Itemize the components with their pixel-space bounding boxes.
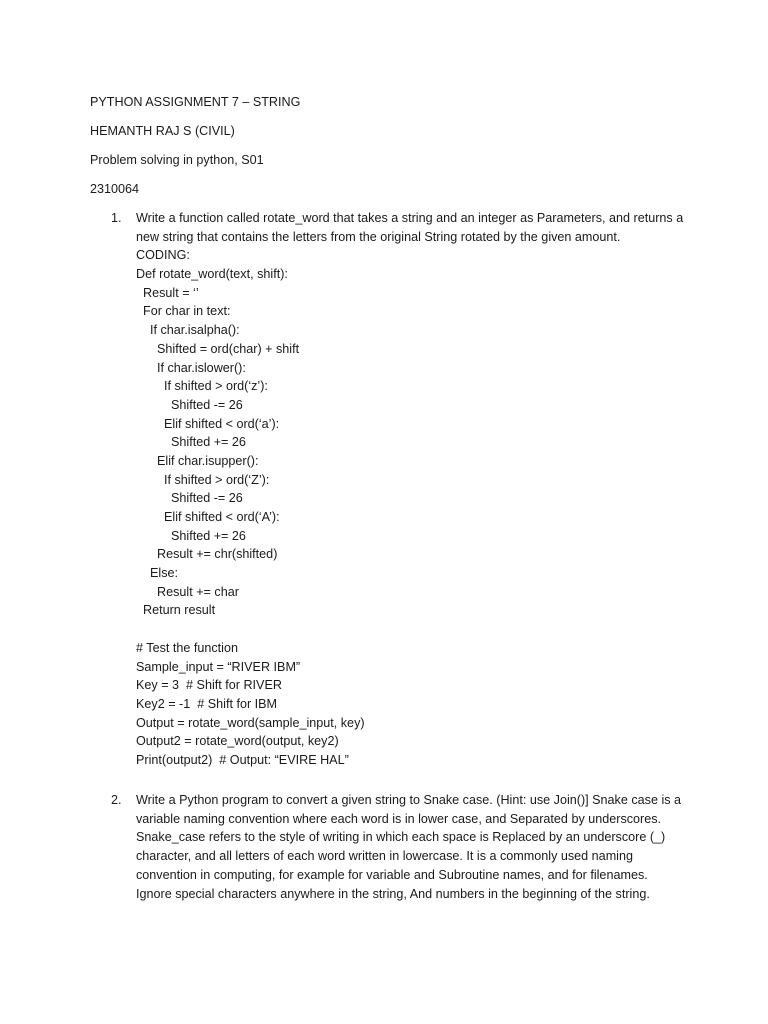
code-line: If shifted > ord(‘Z’):	[136, 472, 270, 487]
code-line	[136, 620, 684, 639]
code-line: If char.isalpha():	[136, 323, 240, 338]
author-line: HEMANTH RAJ S (CIVIL)	[90, 124, 235, 138]
question-1-number: 1.	[111, 211, 122, 225]
code-line: Elif char.isupper():	[136, 453, 259, 468]
code-line: CODING:	[136, 248, 190, 263]
code-line: # Test the function	[136, 640, 238, 655]
code-line: Return result	[136, 603, 216, 618]
code-line: Result = ‘’	[136, 285, 199, 300]
code-line: Else:	[136, 566, 178, 581]
code-line: Result += char	[136, 584, 239, 599]
code-line: Shifted = ord(char) + shift	[136, 341, 300, 356]
code-line: Shifted -= 26	[136, 491, 243, 506]
roll-number: 2310064	[90, 182, 140, 196]
code-line: Def rotate_word(text, shift):	[136, 267, 288, 282]
code-line: Sample_input = “RIVER IBM”	[136, 659, 301, 674]
code-line: Output = rotate_word(sample_input, key)	[136, 715, 365, 730]
code-line: Shifted += 26	[136, 435, 246, 450]
code-line: Key2 = -1 # Shift for IBM	[136, 696, 278, 711]
code-line: If shifted > ord(‘z’):	[136, 379, 268, 394]
code-line: Elif shifted < ord(‘A’):	[136, 510, 280, 525]
question-1	[136, 209, 684, 770]
question-1-text: Write a function called rotate_word that takes a string and an integer as Parameters, and returns a new string that contains the letters from the original String rotated by the given amount.	[136, 211, 684, 244]
question-2-number: 2.	[111, 793, 122, 807]
code-line: Shifted -= 26	[136, 397, 243, 412]
question-2	[136, 791, 684, 903]
course-line: Problem solving in python, S01	[90, 153, 264, 167]
assignment-title: PYTHON ASSIGNMENT 7 – STRING	[90, 95, 301, 109]
code-line: Print(output2) # Output: “EVIRE HAL”	[136, 752, 349, 767]
question-2-text: Write a Python program to convert a given string to Snake case. (Hint: use Join()] Snake case is a variable naming convention where each word is in lower case, and Separated by underscores. Snake_case refers to the style of writing in which each space is Replaced by an underscore (_) character, and all letters of each word written in lowercase. It is a commonly used naming convention in computing, for example for variable and Subroutine names, and for filenames. Ignore special characters anywhere in the string, And numbers in the beginning of the string.	[136, 793, 682, 901]
code-line: Elif shifted < ord(‘a’):	[136, 416, 280, 431]
code-line: Output2 = rotate_word(output, key2)	[136, 734, 339, 749]
code-line: If char.islower():	[136, 360, 246, 375]
question-1-code	[136, 246, 684, 769]
code-line: Result += chr(shifted)	[136, 547, 278, 562]
code-line: Key = 3 # Shift for RIVER	[136, 678, 282, 693]
code-line: Shifted += 26	[136, 528, 246, 543]
code-line: For char in text:	[136, 304, 231, 319]
